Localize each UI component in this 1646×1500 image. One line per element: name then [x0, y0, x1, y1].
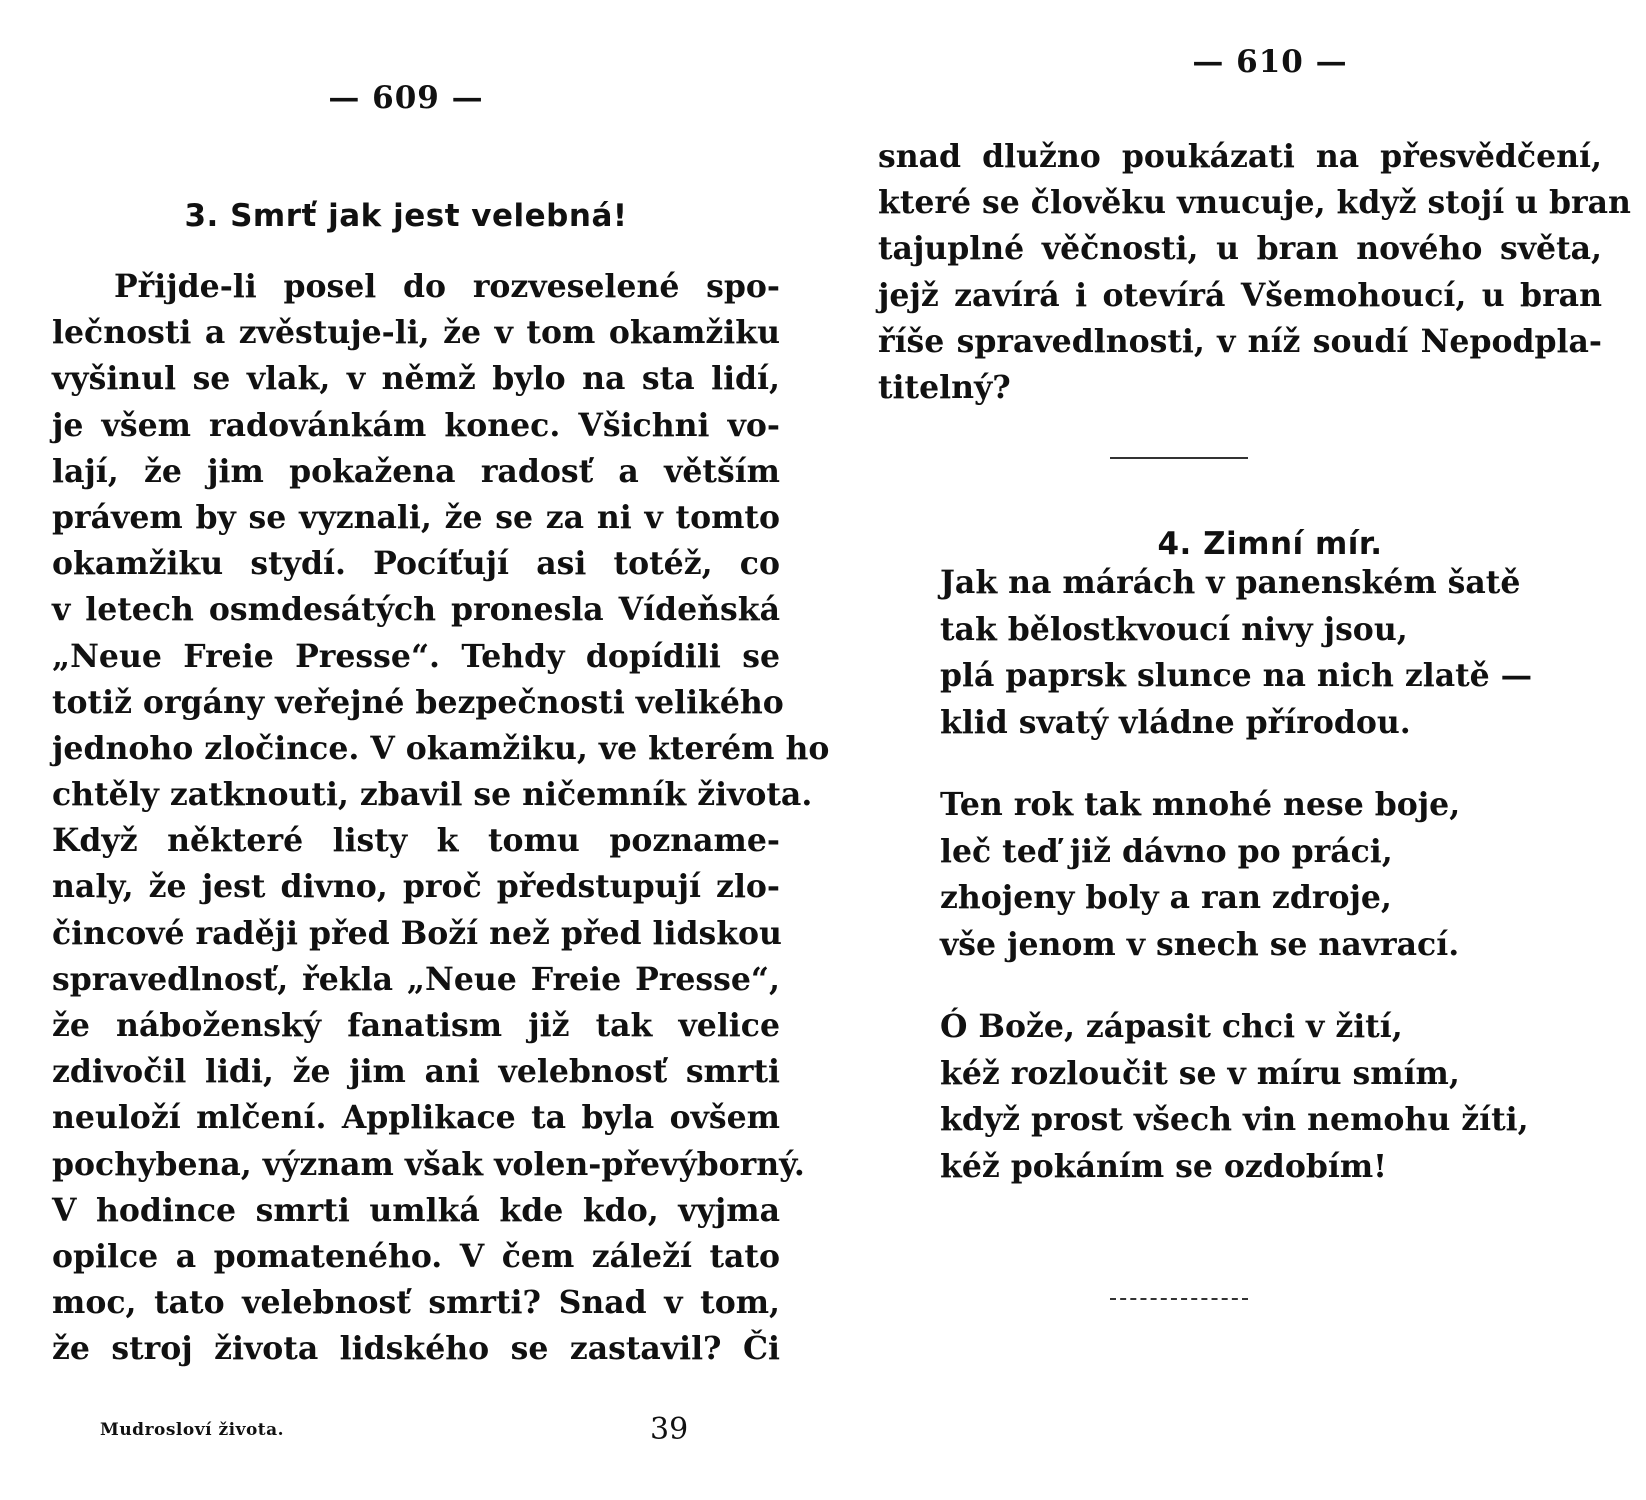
poem-verse: tak bělostkvoucí nivy jsou, [940, 610, 1408, 648]
text-line: že náboženský fanatism již tak velice [52, 1007, 780, 1044]
poem-verse: kéž pokáním se ozdobím! [940, 1147, 1387, 1185]
page-number: — 610 — [1192, 44, 1348, 80]
poem-heading: 4. Zimní mír. [1157, 526, 1383, 562]
section-heading: 3. Smrť jak jest velebná! [184, 198, 628, 234]
poem-verse: leč teď již dávno po práci, [940, 832, 1393, 870]
text-line: okamžiku stydí. Pocíťují asi totéž, co [52, 545, 780, 583]
poem-verse: kéž rozloučit se v míru smím, [940, 1054, 1460, 1092]
text-line: V hodince smrti umlká kde kdo, vyjma [52, 1191, 780, 1229]
section-divider [1110, 457, 1248, 459]
text-line: spravedlnosť, řekla „Neue Freie Presse“, [52, 960, 780, 998]
text-line: lají, že jim pokažena radosť a větším [52, 452, 780, 490]
text-line: vyšinul se vlak, v němž bylo na sta lidí, [52, 360, 780, 398]
text-line: chtěly zatknouti, zbavil se ničemník života. [52, 776, 813, 814]
text-line: že stroj života lidského se zastavil? Či [52, 1330, 780, 1368]
text-line: Když některé listy k tomu poznamе- [52, 822, 780, 860]
text-line: jejž zavírá i otevírá Všemohoucí, u bran [878, 276, 1602, 314]
poem-verse: zhojeny boly a ran zdroje, [940, 879, 1392, 916]
text-line: moc, tato velebnosť smrti? Snad v tom, [52, 1284, 780, 1322]
text-line: tajuplné věčnosti, u bran nového světa, [878, 230, 1602, 268]
text-line: zdivočil lidi, že jim ani velebnosť smrti [52, 1053, 780, 1091]
poem [940, 560, 1580, 1226]
text-line: naly, že jest divno, proč předstupují zlo- [52, 868, 780, 906]
text-line: opilce a pomateného. V čem záleží tato [52, 1237, 780, 1275]
text-line: jednoho zločince. V okamžiku, ve kterém ho [52, 729, 830, 767]
text-line: v letech osmdesátých pronesla Vídeňská [52, 591, 780, 629]
poem-stanza [940, 782, 1580, 968]
text-line: čincové raději před Boží než před lidskou [52, 914, 782, 952]
text-line: říše spravedlnosti, v níž soudí Nepodpla- [878, 322, 1602, 360]
poem-verse: když prost všech vin nemohu žíti, [940, 1101, 1529, 1138]
body-text [52, 264, 830, 1373]
text-line: je všem radovánkám konec. Všichni vo- [52, 406, 780, 444]
poem-verse: Jak na márách v panenském šatě [940, 564, 1521, 601]
left-page [52, 0, 830, 1500]
text-line: „Neue Freie Presse“. Tehdy dopídili se [52, 637, 780, 675]
text-line: neuloží mlčení. Applikace ta byla ovšem [52, 1099, 780, 1137]
text-line: lečnosti a zvěstuje-li, že v tom okamžiku [52, 314, 780, 352]
text-line: Přijde-li posel do rozveselené spo- [114, 268, 780, 305]
text-line: titelný? [878, 368, 1011, 406]
poem-verse: Ó Bože, zápasit chci v žití, [940, 1008, 1403, 1045]
text-line: pochybena, význam však volen-převýborný. [52, 1145, 805, 1183]
poem-verse: vše jenom v snech se navrací. [940, 925, 1460, 963]
text-line: právem by se vyznali, že se za ni v tomto [52, 498, 780, 536]
poem-stanza [940, 1004, 1580, 1190]
poem-verse: plá paprsk slunce na nich zlatě — [940, 657, 1533, 694]
end-divider [1110, 1298, 1248, 1300]
right-page [878, 0, 1631, 1500]
footer-book-title: Mudrosloví života. [100, 1420, 285, 1440]
continuation-text [878, 134, 1631, 411]
text-line: snad dlužno poukázati na přesvědčení, [878, 138, 1602, 175]
page-number: — 609 — [328, 80, 484, 116]
footer-signature-number: 39 [650, 1412, 689, 1447]
poem-verse: Ten rok tak mnohé nese boje, [940, 786, 1461, 823]
text-line: totiž orgány veřejné bezpečnosti velikého [52, 683, 784, 721]
text-line: které se člověku vnucuje, když stojí u bran [878, 184, 1631, 222]
poem-stanza [940, 560, 1580, 746]
poem-verse: klid svatý vládne přírodou. [940, 703, 1411, 741]
